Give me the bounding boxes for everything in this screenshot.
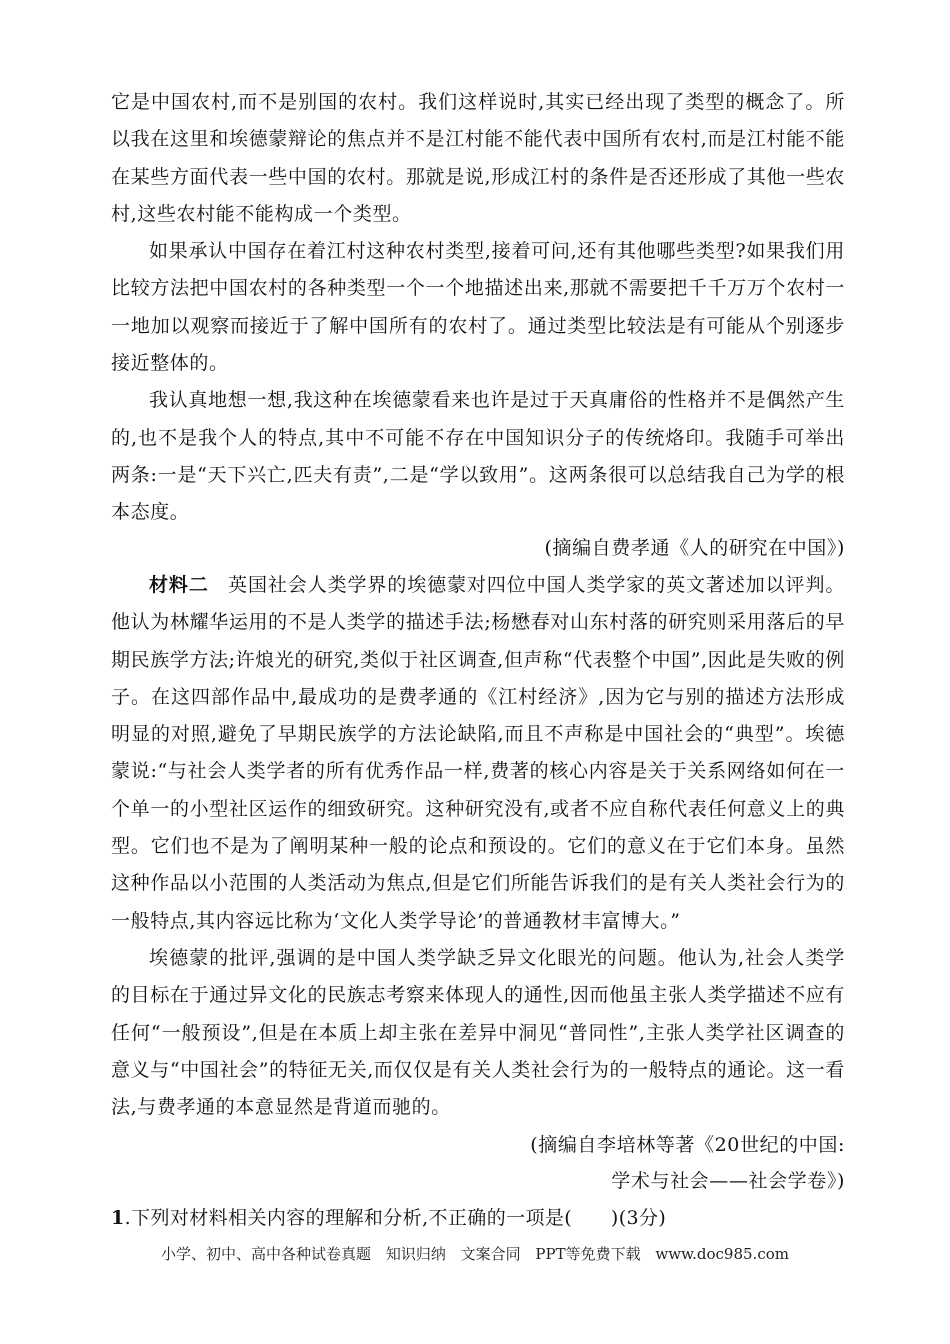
material-two-paragraph-2: 埃德蒙的批评,强调的是中国人类学缺乏异文化眼光的问题。他认为,社会人类学的目标在于通过异文化的民族志考察来体现人的通性,因而他虽主张人类学描述不应有任何“一般预设”,但是在本质上却主张在差异中洞见“普同性”,主张人类学社区调查的意义与“中国社会”的特征无关,而仅仅是有关人类社会行为的一般特点的通论。这一看法,与费孝通的本意显然是背道而驰的。: [111, 946, 845, 1119]
material-two-source-line-2: 学术与社会——社会学卷》): [611, 1170, 845, 1192]
material-two-source-line-1: (摘编自李培林等著《20世纪的中国:: [530, 1134, 845, 1156]
footer-item-contracts: 文案合同: [460, 1245, 521, 1263]
material-one-source: (摘编自费孝通《人的研究在中国》): [544, 537, 845, 559]
material-one-paragraph-2: 如果承认中国存在着江村这种农村类型,接着可问,还有其他哪些类型?如果我们用比较方法把中国农村的各种类型一个一个地描述出来,那就不需要把千千万万个农村一一地加以观察而接近于了解中国所有的农村了。通过类型比较法是有可能从个别逐步接近整体的。: [111, 240, 845, 375]
question-text: .下列对材料相关内容的理解和分析,不正确的一项是( )(3分): [124, 1207, 667, 1229]
footer-item-ppt: PPT等免费下载: [535, 1245, 641, 1263]
material-two-body: [111, 567, 845, 1126]
material-one-body: [111, 84, 845, 532]
question-1: [111, 1203, 666, 1230]
footer-item-exams: 小学、初中、高中各种试卷真题: [161, 1245, 372, 1263]
material-two-label: 材料二: [149, 574, 209, 596]
page-footer: [0, 1243, 950, 1264]
question-number: 1: [111, 1207, 125, 1229]
footer-site-link[interactable]: www.doc985.com: [655, 1245, 789, 1263]
footer-item-knowledge: 知识归纳: [385, 1245, 446, 1263]
material-two-paragraph-1: [111, 567, 845, 940]
material-two-paragraph-1-text: 英国社会人类学界的埃德蒙对四位中国人类学家的英文著述加以评判。他认为林耀华运用的不是人类学的描述手法;杨懋春对山东村落的研究则采用落后的早期民族学方法;许烺光的研究,类似于社区调查,但声称“代表整个中国”,因此是失败的例子。在这四部作品中,最成功的是费孝通的《江村经济》,因为它与别的描述方法形成明显的对照,避免了早期民族学的方法论缺陷,而且不声称是中国社会的“典型”。埃德蒙说:“与社会人类学者的所有优秀作品一样,费著的核心内容是关于关系网络如何在一个单一的小型社区运作的细致研究。这种研究没有,或者不应自称代表任何意义上的典型。它们也不是为了阐明某种一般的论点和预设的。它们的意义在于它们本身。虽然这种作品以小范围的人类活动为焦点,但是它们所能告诉我们的是有关人类社会行为的一般特点,其内容远比称为‘文化人类学导论’的普通教材丰富博大。”: [111, 574, 845, 932]
material-one-paragraph-3: 我认真地想一想,我这种在埃德蒙看来也许是过于天真庸俗的性格并不是偶然产生的,也不是我个人的特点,其中不可能不存在中国知识分子的传统烙印。我随手可举出两条:一是“天下兴亡,匹夫有责”,二是“学以致用”。这两条很可以总结我自己为学的根本态度。: [111, 389, 845, 524]
material-one-paragraph-1: 它是中国农村,而不是别国的农村。我们这样说时,其实已经出现了类型的概念了。所以我在这里和埃德蒙辩论的焦点并不是江村能不能代表中国所有农村,而是江村能不能在某些方面代表一些中国的农村。那就是说,形成江村的条件是否还形成了其他一些农村,这些农村能不能构成一个类型。: [111, 91, 845, 225]
